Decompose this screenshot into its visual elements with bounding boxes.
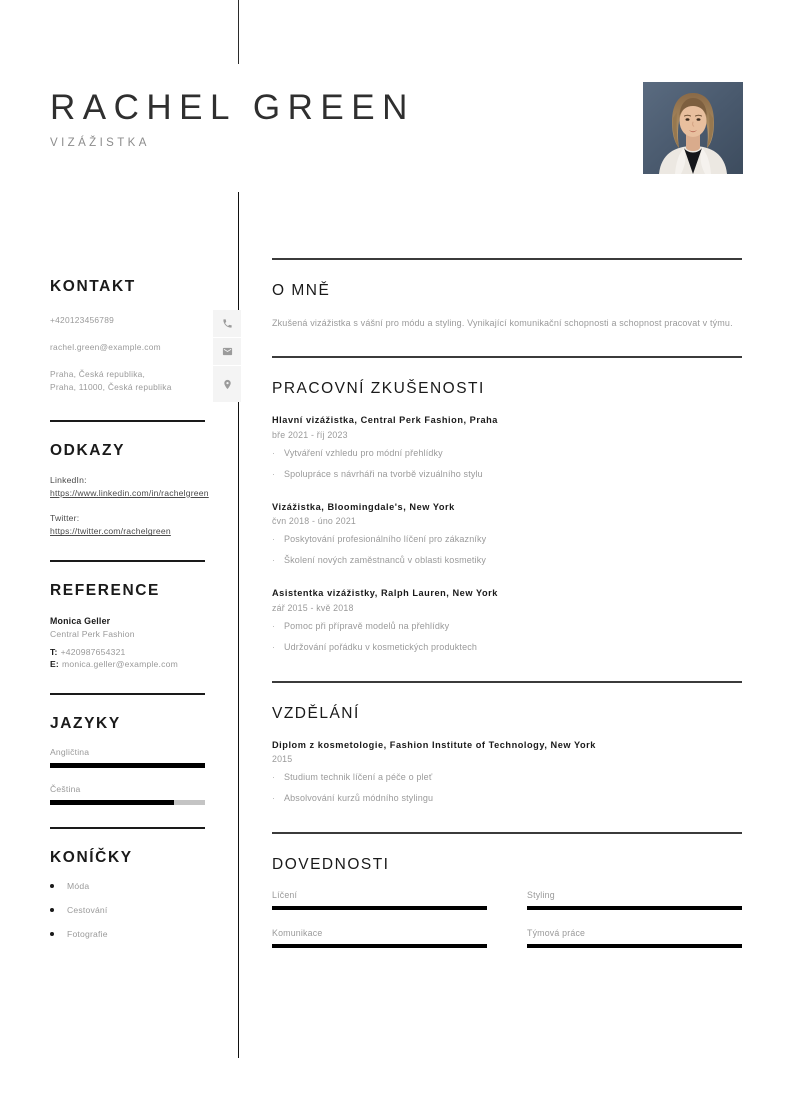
link-label-twitter: Twitter: — [50, 513, 80, 524]
experience-bullet-text-0-1: Spolupráce s návrháři na tvorbě vizuálního stylu — [284, 468, 483, 479]
link-url-twitter[interactable]: https://twitter.com/rachelgreen — [50, 526, 171, 537]
sidebar-heading-languages: JAZYKY — [50, 714, 121, 732]
bullet-dash-icon: · — [272, 468, 275, 479]
experience-bullet-0-1 — [272, 468, 742, 482]
avatar — [643, 82, 743, 174]
experience-entry-1 — [272, 501, 742, 569]
language-name-0: Angličtina — [50, 746, 90, 757]
hobby-item-0 — [50, 881, 228, 891]
experience-title-1: Vizážistka, Bloomingdale's, New York — [272, 501, 455, 512]
language-bar-track-0 — [50, 763, 205, 768]
bullet-dash-icon: · — [272, 793, 275, 804]
skills-grid — [272, 890, 742, 948]
experience-bullet-2-1 — [272, 641, 742, 655]
sidebar-divider-4 — [50, 827, 205, 829]
experience-entry-2 — [272, 587, 742, 655]
skill-bar-track-1 — [527, 906, 742, 910]
hobby-text-1: Cestování — [67, 904, 108, 915]
experience-bullet-1-0 — [272, 533, 742, 547]
language-name-1: Čeština — [50, 783, 81, 794]
skill-bar-fill-0 — [272, 906, 487, 910]
language-bar-fill-0 — [50, 763, 205, 768]
hobby-item-2 — [50, 929, 228, 939]
experience-bullet-text-1-0: Poskytování profesionálního líčení pro zákazníky — [284, 534, 487, 545]
skill-bar-fill-1 — [527, 906, 742, 910]
contact-row-phone[interactable] — [50, 310, 228, 337]
sidebar-divider-3 — [50, 693, 205, 695]
reference-name: Monica Geller — [50, 615, 111, 626]
contact-list — [50, 310, 228, 398]
skill-bar-track-2 — [272, 944, 487, 948]
experience-bullet-1-1 — [272, 554, 742, 568]
skill-bar-fill-3 — [527, 944, 742, 948]
reference-phone-row — [50, 646, 228, 659]
skill-name-3: Týmová práce — [527, 927, 586, 938]
education-date-0: 2015 — [272, 754, 293, 765]
bullet-dash-icon: · — [272, 642, 275, 653]
contact-icon-column — [213, 310, 241, 402]
sidebar-heading-hobbies: KONÍČKY — [50, 848, 133, 866]
bullet-dash-icon: · — [272, 447, 275, 458]
skill-bar-fill-2 — [272, 944, 487, 948]
phone-icon — [213, 310, 241, 338]
column-divider-top — [238, 0, 239, 64]
link-block-twitter — [50, 512, 228, 538]
education-bullet-text-0-1: Absolvování kurzů módního stylingu — [284, 793, 434, 804]
language-item-1 — [50, 784, 228, 805]
bullet-dash-icon: · — [272, 621, 275, 632]
main-divider-2 — [272, 356, 742, 358]
experience-bullet-text-1-1: Školení nových zaměstnanců v oblasti kosmetiky — [284, 555, 486, 566]
experience-title-0: Hlavní vizážistka, Central Perk Fashion, Praha — [272, 414, 498, 425]
contact-phone-text: +420123456789 — [50, 315, 115, 325]
main-heading-skills: DOVEDNOSTI — [272, 855, 390, 873]
experience-date-1: čvn 2018 - úno 2021 — [272, 516, 357, 527]
main-heading-education: VZDĚLÁNÍ — [272, 704, 360, 722]
hobby-item-1 — [50, 905, 228, 915]
experience-entry-0 — [272, 414, 742, 482]
sidebar-heading-contact: KONTAKT — [50, 278, 136, 295]
reference-email-key: E: — [50, 659, 59, 670]
experience-bullet-text-2-0: Pomoc při přípravě modelů na přehlídky — [284, 621, 450, 632]
education-title-0: Diplom z kosmetologie, Fashion Institute of Technology, New York — [272, 739, 596, 750]
bullet-dash-icon: · — [272, 555, 275, 566]
link-block-linkedin — [50, 474, 228, 500]
skill-item-1 — [527, 890, 742, 910]
sidebar-heading-links: ODKAZY — [50, 441, 126, 459]
experience-date-2: zář 2015 - kvě 2018 — [272, 603, 354, 614]
reference-company: Central Perk Fashion — [50, 628, 135, 639]
experience-title-2: Asistentka vizážistky, Ralph Lauren, New York — [272, 588, 498, 599]
contact-email-text: rachel.green@example.com — [50, 342, 161, 352]
education-entry-0 — [272, 739, 742, 807]
link-url-linkedin[interactable]: https://www.linkedin.com/in/rachelgreen — [50, 487, 209, 498]
main-divider-4 — [272, 832, 742, 834]
reference-email-value: monica.geller@example.com — [62, 659, 178, 670]
bullet-dot-icon — [50, 884, 54, 888]
experience-bullet-text-0-0: Vytváření vzhledu pro módní přehlídky — [284, 447, 443, 458]
sidebar-divider-1 — [50, 420, 205, 422]
bullet-dash-icon: · — [272, 772, 275, 783]
experience-date-0: bře 2021 - říj 2023 — [272, 429, 348, 440]
link-label-linkedin: LinkedIn: — [50, 474, 87, 485]
education-bullet-0-1 — [272, 792, 742, 806]
sidebar-heading-reference: REFERENCE — [50, 581, 160, 599]
education-bullet-0-0 — [272, 771, 742, 785]
bullet-dash-icon: · — [272, 534, 275, 545]
reference-phone-key: T: — [50, 646, 58, 657]
main-column — [272, 258, 742, 948]
main-divider-1 — [272, 258, 742, 260]
contact-row-email[interactable] — [50, 337, 228, 364]
education-bullet-text-0-0: Studium technik líčení a péče o pleť — [284, 772, 433, 783]
main-heading-about: O MNĚ — [272, 281, 331, 299]
sidebar — [50, 278, 228, 953]
header — [50, 88, 470, 149]
language-bar-track-1 — [50, 800, 205, 805]
skill-name-0: Líčení — [272, 889, 298, 900]
bullet-dot-icon — [50, 932, 54, 936]
location-pin-icon — [213, 366, 241, 402]
envelope-icon — [213, 338, 241, 366]
sidebar-divider-2 — [50, 560, 205, 562]
about-summary: Zkušená vizážistka s vášní pro módu a styling. Vynikající komunikační schopnosti a schopnost pracovat v týmu. — [272, 317, 733, 328]
language-bar-fill-1 — [50, 800, 174, 805]
skill-item-0 — [272, 890, 487, 910]
contact-row-address[interactable] — [50, 364, 228, 398]
skill-name-1: Styling — [527, 889, 555, 900]
main-heading-experience: PRACOVNÍ ZKUŠENOSTI — [272, 379, 485, 397]
experience-bullet-2-0 — [272, 620, 742, 634]
job-title: VIZÁŽISTKA — [50, 137, 150, 150]
reference-email-row — [50, 658, 228, 671]
skill-bar-track-0 — [272, 906, 487, 910]
bullet-dot-icon — [50, 908, 54, 912]
main-divider-3 — [272, 681, 742, 683]
experience-bullet-0-0 — [272, 447, 742, 461]
skill-item-2 — [272, 928, 487, 948]
skill-bar-track-3 — [527, 944, 742, 948]
language-item-0 — [50, 747, 228, 768]
skill-item-3 — [527, 928, 742, 948]
page-title: RACHEL GREEN — [50, 88, 415, 127]
skill-name-2: Komunikace — [272, 927, 323, 938]
experience-bullet-text-2-1: Udržování pořádku v kosmetických produktech — [284, 642, 478, 653]
contact-address-text: Praha, Česká republika, Praha, 11000, Česká republika — [50, 369, 172, 393]
reference-phone-value: +420987654321 — [60, 646, 126, 657]
hobby-text-2: Fotografie — [67, 928, 108, 939]
hobby-text-0: Móda — [67, 880, 90, 891]
profile-photo-graphic — [643, 82, 743, 174]
